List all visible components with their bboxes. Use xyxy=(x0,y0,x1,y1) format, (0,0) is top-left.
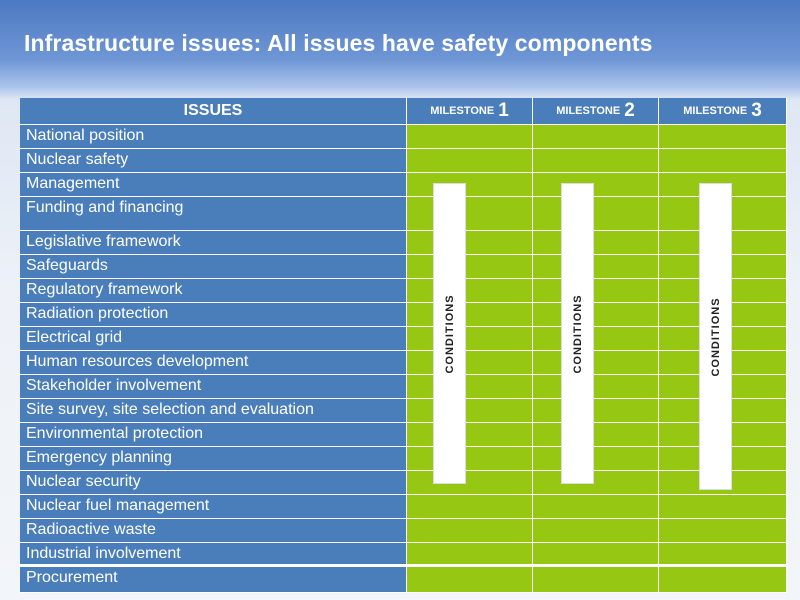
conditions-bar-3 xyxy=(699,183,732,490)
conditions-bar-1 xyxy=(433,183,466,484)
milestone-1-cell xyxy=(407,567,533,593)
milestone-1-cell xyxy=(407,423,533,447)
milestone-1-cell xyxy=(407,327,533,351)
milestone-2-cell xyxy=(533,303,659,327)
milestone-2-cell xyxy=(533,173,659,197)
issue-cell: Electrical grid xyxy=(20,327,407,351)
milestone-3-number: 3 xyxy=(751,100,762,121)
issue-cell: National position xyxy=(20,125,407,149)
milestone-2-cell xyxy=(533,327,659,351)
header-issues: ISSUES xyxy=(20,98,407,125)
milestone-1-cell xyxy=(407,447,533,471)
milestone-2-cell xyxy=(533,471,659,495)
milestone-2-cell xyxy=(533,567,659,593)
milestone-1-cell xyxy=(407,197,533,231)
milestone-1-label: MILESTONE xyxy=(430,105,495,117)
milestone-2-cell xyxy=(533,495,659,519)
milestone-2-cell xyxy=(533,447,659,471)
milestone-3-cell xyxy=(659,519,787,543)
milestone-1-cell xyxy=(407,495,533,519)
milestone-1-cell xyxy=(407,173,533,197)
issue-cell: Radiation protection xyxy=(20,303,407,327)
issue-cell: Legislative framework xyxy=(20,231,407,255)
milestone-2-label: MILESTONE xyxy=(556,105,621,117)
milestone-1-cell xyxy=(407,519,533,543)
milestone-2-cell xyxy=(533,351,659,375)
milestone-2-cell xyxy=(533,149,659,173)
issue-cell: Human resources development xyxy=(20,351,407,375)
milestone-3-cell xyxy=(659,149,787,173)
milestone-1-cell xyxy=(407,231,533,255)
milestone-1-cell xyxy=(407,375,533,399)
issue-cell: Nuclear fuel management xyxy=(20,495,407,519)
milestone-3-label: MILESTONE xyxy=(683,105,748,117)
conditions-label: CONDITIONS xyxy=(709,296,722,377)
milestone-1-cell xyxy=(407,149,533,173)
issue-cell: Safeguards xyxy=(20,255,407,279)
conditions-label: CONDITIONS xyxy=(571,293,584,374)
header-milestone-1 xyxy=(407,98,533,125)
page-title: Infrastructure issues: All issues have safety components xyxy=(24,30,653,56)
milestone-1-cell xyxy=(407,303,533,327)
issue-cell: Industrial involvement xyxy=(20,543,407,567)
milestone-2-cell xyxy=(533,423,659,447)
milestone-3-cell xyxy=(659,495,787,519)
issue-cell: Regulatory framework xyxy=(20,279,407,303)
issue-cell: Radioactive waste xyxy=(20,519,407,543)
milestone-1-cell xyxy=(407,351,533,375)
conditions-label: CONDITIONS xyxy=(443,293,456,374)
issue-cell: Emergency planning xyxy=(20,447,407,471)
infrastructure-issues-table xyxy=(20,98,787,593)
milestone-2-number: 2 xyxy=(624,100,635,121)
milestone-2-cell xyxy=(533,197,659,231)
header-milestone-2 xyxy=(533,98,659,125)
milestone-2-cell xyxy=(533,375,659,399)
conditions-bar-2 xyxy=(561,183,594,484)
issue-cell: Funding and financing xyxy=(20,197,407,231)
milestone-2-cell xyxy=(533,279,659,303)
issue-cell: Management xyxy=(20,173,407,197)
milestone-1-cell xyxy=(407,279,533,303)
issue-cell: Stakeholder involvement xyxy=(20,375,407,399)
milestone-3-cell xyxy=(659,567,787,593)
milestone-2-cell xyxy=(533,231,659,255)
milestone-1-cell xyxy=(407,125,533,149)
issue-cell: Nuclear security xyxy=(20,471,407,495)
milestone-3-cell xyxy=(659,125,787,149)
issue-cell: Procurement xyxy=(20,567,407,593)
milestone-2-cell xyxy=(533,125,659,149)
milestone-1-number: 1 xyxy=(498,100,509,121)
milestone-1-cell xyxy=(407,399,533,423)
issue-cell: Environmental protection xyxy=(20,423,407,447)
issue-cell: Site survey, site selection and evaluation xyxy=(20,399,407,423)
milestone-2-cell xyxy=(533,255,659,279)
milestone-2-cell xyxy=(533,399,659,423)
issue-cell: Nuclear safety xyxy=(20,149,407,173)
milestone-1-cell xyxy=(407,255,533,279)
header-milestone-3 xyxy=(659,98,787,125)
milestone-2-cell xyxy=(533,519,659,543)
milestone-1-cell xyxy=(407,471,533,495)
